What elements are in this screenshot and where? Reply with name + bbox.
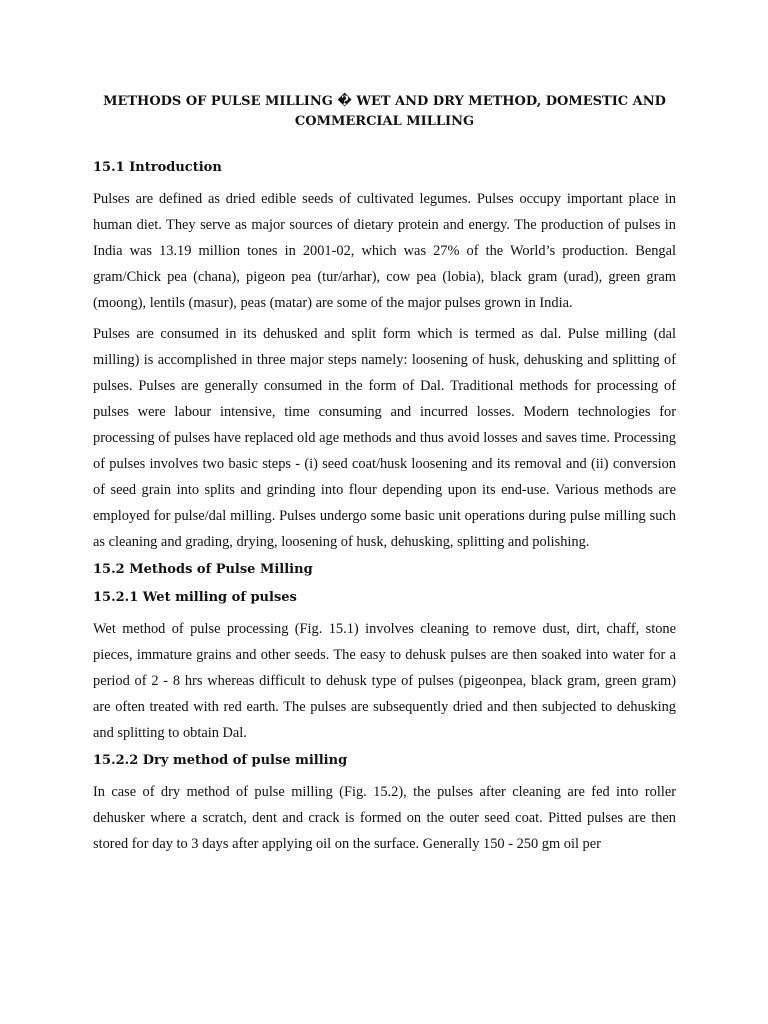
document-title: METHODS OF PULSE MILLING � WET AND DRY METHOD, DOMESTIC AND COMMERCIAL MILLING [103,94,666,129]
section-heading-15-1: 15.1 Introduction [93,160,222,175]
section-heading-15-2-1: 15.2.1 Wet milling of pulses [93,590,297,605]
section-heading-15-2-2: 15.2.2 Dry method of pulse milling [93,753,348,768]
section-heading-15-2: 15.2 Methods of Pulse Milling [93,562,313,577]
intro-paragraph-1: Pulses are defined as dried edible seeds of cultivated legumes. Pulses occupy important place in human diet. They serve as major sources of dietary protein and energy. The production of pulses in India was 13.19 million tones in 2001-02, which was 27% of the World’s production. Bengal gram/Chick pea (chana), pigeon pea (tur/arhar), cow pea (lobia), black gram (urad), green gram (moong), lentils (masur), peas (matar) are some of the major pulses grown in India. [93,191,676,311]
dry-milling-paragraph: In case of dry method of pulse milling (Fig. 15.2), the pulses after cleaning are fed into roller dehusker where a scratch, dent and crack is formed on the outer seed coat. Pitted pulses are then stored for day to 3 days after applying oil on the surface. Generally 150 - 250 gm oil per [93,784,676,852]
intro-paragraph-2: Pulses are consumed in its dehusked and split form which is termed as dal. Pulse milling (dal milling) is accomplished in three major steps namely: loosening of husk, dehusking and splitting of pulses. Pulses are generally consumed in the form of Dal. Traditional methods for processing of pulses were labour intensive, time consuming and incurred losses. Modern technologies for processing of pulses have replaced old age methods and thus avoid losses and saves time. Processing of pulses involves two basic steps - (i) seed coat/husk loosening and its removal and (ii) conversion of seed grain into splits and grinding into flour depending upon its end-use. Various methods are employed for pulse/dal milling. Pulses undergo some basic unit operations during pulse milling such as cleaning and grading, drying, loosening of husk, dehusking, splitting and polishing. [93,326,676,550]
document-page [93,92,676,862]
wet-milling-paragraph: Wet method of pulse processing (Fig. 15.1) involves cleaning to remove dust, dirt, chaff, stone pieces, immature grains and other seeds. The easy to dehusk pulses are then soaked into water for a period of 2 - 8 hrs whereas difficult to dehusk type of pulses (pigeonpea, black gram, green gram) are often treated with red earth. The pulses are subsequently dried and then subjected to dehusking and splitting to obtain Dal. [93,621,676,741]
